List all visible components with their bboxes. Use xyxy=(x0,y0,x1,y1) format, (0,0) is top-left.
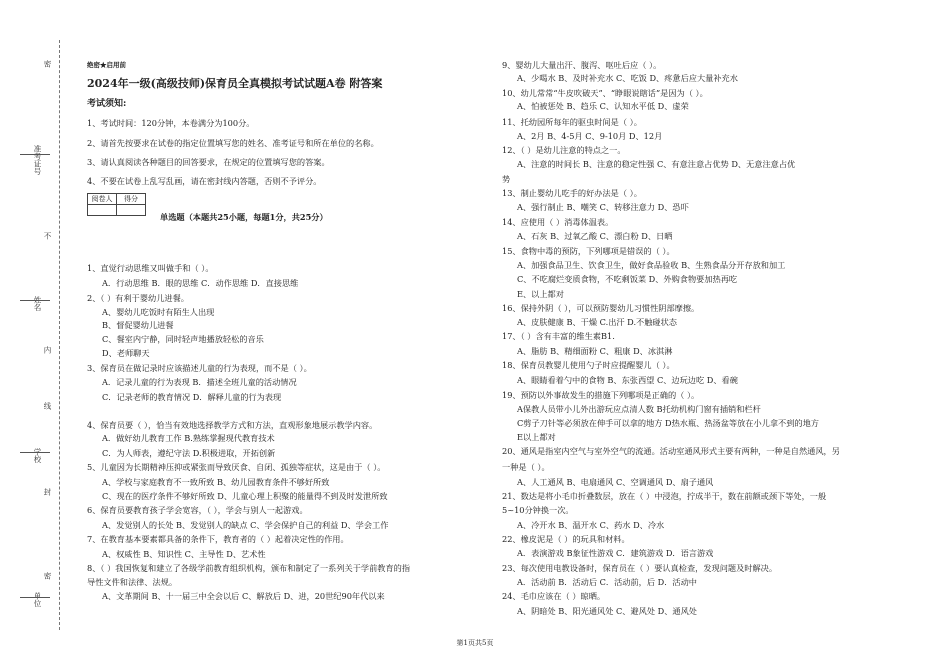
answer-options: A．表演游戏 B象征性游戏 C．建筑游戏 D．语言游戏 xyxy=(517,548,714,558)
secret-mark: 绝密★启用前 xyxy=(87,61,126,69)
answer-options: A．记录儿童的行为表现 B．描述全班儿童的活动情况 xyxy=(102,377,297,387)
exam-number-blank xyxy=(20,154,50,155)
question-text: 24、毛巾应该在（ ）晾晒。 xyxy=(502,591,606,601)
question-text: 21、数达是将小毛巾折叠数层，放在（ ）中浸泡，拧成半干，数在前额或颈下等处，一般 xyxy=(502,491,827,501)
answer-options: A、发觉别人的长处 B、发觉别人的缺点 C、学会保护自己的利益 D、学会工作 xyxy=(102,520,389,530)
answer-options: A、文革期间 B、十一届三中全会以后 C、解放后 D、进，20世纪90年代以来 xyxy=(102,591,385,601)
answer-options: C、餐室内宁静，同时轻声地播放轻松的音乐 xyxy=(102,334,264,344)
seal-word: 密 xyxy=(43,60,52,68)
question-text: 7、在教育基本要素都具备的条件下，教育者的（ ）起着决定性的作用。 xyxy=(87,534,349,544)
grader-cell: 阅卷人 xyxy=(88,194,117,205)
question-text: 12、（ ）是幼儿注意的特点之一。 xyxy=(502,145,626,155)
answer-options: A、少喝水 B、及时补充水 C、吃饭 D、疼惫后应大量补充水 xyxy=(517,73,738,83)
answer-options: A、婴幼儿吃饭时有陌生人出现 xyxy=(102,307,215,317)
page-footer: 第1页共5页 xyxy=(456,639,494,647)
answer-options: A．活动前 B．活动后 C．活动前，后 D．活动中 xyxy=(517,577,697,587)
answer-options: A、2月 B、4-5月 C、9-10月 D、12月 xyxy=(517,131,663,141)
score-blank xyxy=(117,205,146,216)
question-text: 19、预防以外事故发生的措施下列哪项是正确的（ ）。 xyxy=(502,390,700,400)
question-text: 3、保育员在做记录时应该描述儿童的行为表现，而不是（ ）。 xyxy=(87,363,312,373)
score-cell: 得分 xyxy=(117,194,146,205)
page-title: 2024年一级(高级技师)保育员全真模拟考试试题A卷 附答案 xyxy=(87,77,383,90)
answer-options: A、强行制止 B、嘲笑 C、转移注意力 D、恐吓 xyxy=(517,202,689,212)
answer-options: A、脂肪 B、精细面粉 C、粗康 D、冰淇淋 xyxy=(517,346,673,356)
school-blank xyxy=(20,452,50,453)
seal-line xyxy=(59,40,60,630)
answer-options: A、石灰 B、过氧乙酸 C、漂白粉 D、日晒 xyxy=(517,231,673,241)
answer-options: C．记录老师的教育情况 D．解释儿童的行为表现 xyxy=(102,392,282,402)
question-text: 22、橡皮泥是（ ）的玩具和材料。 xyxy=(502,534,630,544)
question-text: 8、（ ）我国恢复和建立了各级学前教育组织机构，颁布和制定了一系列关于学前教育的指 xyxy=(87,563,411,573)
notice-item: 3、请认真阅读各种题目的回答要求，在规定的位置填写您的答案。 xyxy=(87,157,330,167)
notice-item: 2、请首先按要求在试卷的指定位置填写您的姓名、准考证号和所在单位的名称。 xyxy=(87,138,379,148)
question-text: 4、保育员要（ ），恰当有效地选择教学方式和方法，直观形象地展示教学内容。 xyxy=(87,420,378,430)
question-text: 13、制止婴幼儿吃手的好办法是（ ）。 xyxy=(502,188,642,198)
answer-options: C剪子刀针等必须放在伸手可以拿的地方 D热水瓶、热汤盆等放在小儿拿不到的地方 xyxy=(517,418,819,428)
seal-word: 内 xyxy=(43,346,52,354)
answer-options: A、加强食品卫生、饮食卫生，做好食品验收 B、生熟食品分开存放和加工 xyxy=(517,260,786,270)
notice-item: 4、不要在试卷上乱写乱画，请在密封线内答题，否则不予评分。 xyxy=(87,176,322,186)
answer-options: A、眼睛看着勺中的食物 B、东张西望 C、边玩边吃 D、看碗 xyxy=(517,375,738,385)
question-text: 5~10分钟换一次。 xyxy=(502,505,574,515)
question-text: 11、托幼园所每年的驱虫时间是（ ）。 xyxy=(502,117,642,127)
answer-options: A．行动思维 B．眼的思维 C．动作思维 D．直接思维 xyxy=(102,278,299,288)
answer-options: A、冷开水 B、温开水 C、药水 D、冷水 xyxy=(517,520,665,530)
question-text: 20、通风是指室内空气与室外空气的流通。活动室通风形式主要有两种，一种是自然通风，另 xyxy=(502,446,840,456)
unit-label: 单位 xyxy=(33,592,42,607)
notice-item: 1、考试时间：120分钟，本卷满分为100分。 xyxy=(87,118,255,128)
question-text: 16、保持外阴（ ），可以预防婴幼儿习惯性阴部摩擦。 xyxy=(502,303,700,313)
seal-word: 封 xyxy=(43,488,52,496)
answer-options: C、现在的医疗条件不够好所致 D、儿童心理上积聚的能量得不到及时发泄所致 xyxy=(102,491,388,501)
question-text: 9、婴幼儿大量出汗、腹泻、呕吐后应（ ）。 xyxy=(502,60,662,70)
answer-options: A、皮肤健康 B、干燥 C.出汗 D.不触碰状态 xyxy=(517,317,677,327)
school-label: 学校 xyxy=(33,448,42,463)
section-heading: 单选题（本题共25小题，每题1分，共25分） xyxy=(160,212,328,222)
answer-options: E、以上都对 xyxy=(517,289,564,299)
name-blank xyxy=(20,300,50,301)
answer-options: A保教人员带小儿外出游玩应点清人数 B托幼机构门窗有插销和栏杆 xyxy=(517,404,761,414)
question-text: 2、（ ）有利于婴幼儿进餐。 xyxy=(87,293,189,303)
question-text: 23、每次使用电教设备时，保育员在（ ）要认真检查，发现问题及时解决。 xyxy=(502,563,778,573)
answer-options: D、老师聊天 xyxy=(102,348,150,358)
question-text: 6、保育员要教育孩子学会宽容，（ ），学会与别人一起游戏。 xyxy=(87,505,308,515)
grader-blank xyxy=(88,205,117,216)
seal-word: 密 xyxy=(43,572,52,580)
score-table xyxy=(87,193,146,216)
answer-options: A、学校与家庭教育不一致所致 B、幼儿园教育条件不够好所致 xyxy=(102,477,330,487)
unit-blank xyxy=(20,597,50,598)
answer-options: B、督促婴幼儿进餐 xyxy=(102,320,174,330)
answer-options: C．为人师表，遵纪守法 D.积极进取，开拓创新 xyxy=(102,448,276,458)
question-text: 17、（ ）含有丰富的维生素B1. xyxy=(502,331,615,341)
question-text: 18、保育员教婴儿使用勺子时应提醒婴儿（ ）。 xyxy=(502,360,675,370)
answer-options: A．做好幼儿教育工作 B.熟练掌握现代教育技术 xyxy=(102,433,275,443)
seal-word: 线 xyxy=(43,402,52,410)
question-text: 一种是（ ）。 xyxy=(502,462,550,472)
name-label: 姓名 xyxy=(33,296,42,311)
answer-options: A、阴暗处 B、阳光通风处 C、避风处 D、通风处 xyxy=(517,606,697,616)
question-text: 1、直觉行动思维又叫做手和（ ）。 xyxy=(87,263,214,273)
question-text: 导性文件和法律、法规。 xyxy=(87,577,178,587)
question-text: 势 xyxy=(502,174,511,184)
answer-options: E以上都对 xyxy=(517,432,556,442)
answer-options: A、权威性 B、知识性 C、主导性 D、艺术性 xyxy=(102,549,266,559)
answer-options: A、注意的时间长 B、注意的稳定性强 C、有意注意占优势 D、无意注意占优 xyxy=(517,159,796,169)
answer-options: A、人工通风 B、电扇通风 C、空调通风 D、扇子通风 xyxy=(517,477,714,487)
question-text: 5、儿童因为长期精神压抑或紧张而导致厌食、自闭、孤独等症状，这是由于（ ）。 xyxy=(87,462,386,472)
question-text: 15、食物中毒的预防，下列哪项是错误的（ ）。 xyxy=(502,246,675,256)
seal-word: 不 xyxy=(43,232,52,240)
exam-number-label: 准考证号 xyxy=(33,145,42,175)
question-text: 14、应使用（ ）消毒体温表。 xyxy=(502,217,614,227)
answer-options: C、不吃腐烂变质食物，不吃剩饭菜 D、外购食物要加热再吃 xyxy=(517,274,738,284)
question-text: 10、幼儿常常“牛皮吹破天”、“睁眼说瞎话”是因为（ ）。 xyxy=(502,88,708,98)
answer-options: A、怕被惩处 B、趋乐 C、认知水平低 D、虚荣 xyxy=(517,101,689,111)
notice-title: 考试须知: xyxy=(87,99,127,109)
